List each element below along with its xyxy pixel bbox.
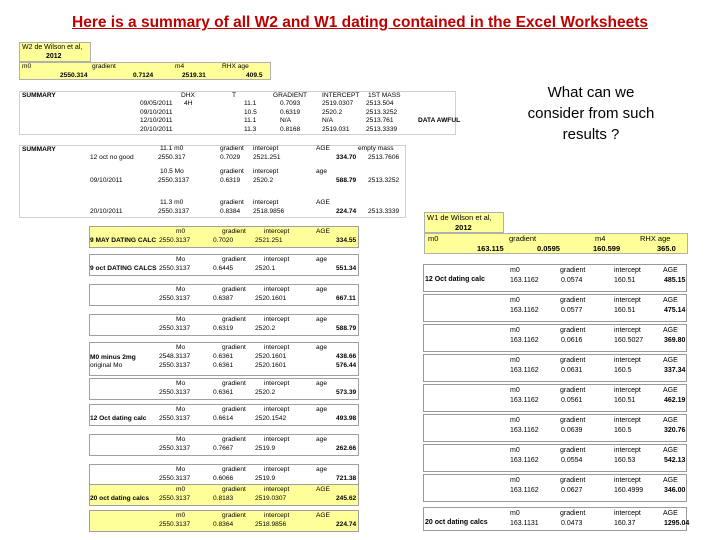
block-heading: Mo — [176, 436, 186, 443]
block-heading: Mo — [176, 406, 186, 413]
w1-value-m0: 163.115 — [477, 244, 504, 253]
block-heading: age — [316, 466, 328, 473]
summary-col-intercept: INTERCEPT — [322, 92, 360, 99]
block-value: 2550.3137 — [159, 389, 191, 396]
block-label: 20 oct dating calcs — [425, 519, 488, 526]
block-label: 20 oct dating calcs — [90, 495, 149, 502]
block-value: 2520.1601 — [255, 362, 287, 369]
summary-cell: 11.1 — [244, 100, 257, 107]
block-heading: gradient — [222, 286, 246, 293]
dating-calc-block — [423, 474, 687, 502]
block-value: 163.1162 — [510, 427, 539, 434]
block-heading: intercept — [614, 447, 641, 454]
block-heading: intercept — [614, 327, 641, 334]
block-heading: AGE — [663, 510, 678, 517]
block-value: 493.98 — [336, 415, 357, 422]
block-value: 573.39 — [336, 389, 357, 396]
block-value: 462.19 — [664, 397, 686, 404]
summary2-heading: gradient — [220, 145, 244, 152]
summary2-value: 12 oct no good — [90, 154, 134, 161]
block-value: 667.11 — [336, 295, 356, 302]
block-heading: age — [316, 380, 328, 387]
block-heading: age — [316, 344, 328, 351]
block-heading: intercept — [264, 406, 290, 413]
block-heading: intercept — [614, 510, 641, 517]
block-value: 369.80 — [664, 337, 686, 344]
question-line: What can we — [547, 84, 635, 101]
w2-label-rhx-age: RHX age — [222, 63, 249, 70]
summary2-heading: gradient — [220, 199, 244, 206]
block-value: 160.37 — [614, 520, 636, 527]
block-value: 0.7020 — [213, 237, 234, 244]
summary-cell: 2519.0307 — [322, 100, 354, 107]
block-value: 2520.1542 — [255, 415, 287, 422]
block-heading: Mo — [176, 256, 186, 263]
block-value: 0.6445 — [213, 265, 234, 272]
summary-cell: N/A — [280, 117, 291, 124]
block-value: 163.1162 — [510, 487, 539, 494]
dating-calc-block — [423, 294, 687, 322]
block-value: 0.0616 — [561, 337, 583, 344]
w1-header-title-line2: 2012 — [455, 223, 472, 232]
block-value: 334.55 — [336, 237, 357, 244]
block-value: 542.13 — [664, 457, 686, 464]
summary2-value: 2513.3252 — [368, 177, 400, 184]
block-value: 0.0639 — [561, 427, 583, 434]
dating-calc-block — [423, 354, 687, 382]
w2-header-title-line2: 2012 — [46, 53, 62, 60]
block-label: 12 Oct dating calc — [90, 415, 147, 422]
summary2-value: 2550.317 — [158, 154, 186, 161]
summary2-heading: intercept — [253, 145, 279, 152]
block-value: 0.6361 — [213, 353, 234, 360]
block-value: 160.4999 — [614, 487, 644, 494]
summary2-heading: intercept — [253, 199, 279, 206]
block-value: 475.14 — [664, 307, 686, 314]
page-title: Here is a summary of all W2 and W1 dating contained in the Excel Worksheets — [72, 14, 648, 31]
block-value: 0.0631 — [561, 367, 583, 374]
w1-value-gradient: 0.0595 — [537, 244, 560, 253]
block-label: M0 minus 2mg — [90, 354, 136, 361]
summary-col-first-mass: 1ST MASS — [368, 92, 401, 99]
summary2-value: 2518.9856 — [253, 208, 285, 215]
w1-label-rhx-age: RHX age — [640, 234, 671, 243]
block-value: 1295.04 — [664, 520, 690, 527]
block-value: 2550.3137 — [159, 415, 191, 422]
block-label: 9 oct DATING CALCS — [90, 265, 157, 272]
block-heading: gradient — [222, 316, 246, 323]
block-heading: intercept — [264, 228, 290, 235]
w2-value-rhx-age: 409.5 — [246, 72, 263, 79]
block-heading: intercept — [264, 316, 290, 323]
block-heading: gradient — [222, 512, 246, 519]
summary-label: SUMMARY — [22, 92, 56, 99]
block-value: 2521.251 — [255, 237, 283, 244]
summary-col-t: T — [232, 92, 237, 99]
summary-cell: 2513.761 — [366, 117, 394, 124]
block-value: 0.0574 — [561, 277, 583, 284]
summary-cell: 20/10/2011 — [140, 125, 173, 133]
block-heading: AGE — [663, 477, 678, 484]
block-heading: gradient — [222, 228, 246, 235]
block-heading: m0 — [510, 267, 520, 274]
block-value: 160.53 — [614, 457, 636, 464]
block-heading: m0 — [510, 510, 520, 517]
block-heading: age — [316, 316, 328, 323]
block-value: 0.6361 — [213, 362, 234, 369]
block-heading: intercept — [614, 297, 641, 304]
block-heading: intercept — [614, 267, 641, 274]
block-value: 163.1162 — [510, 307, 539, 314]
block-value: 160.5 — [614, 427, 632, 434]
block-value: 2520.1 — [255, 265, 276, 272]
dating-calc-block — [423, 444, 687, 472]
dating-calc-block — [423, 384, 687, 412]
block-heading: intercept — [264, 466, 290, 473]
block-heading: gradient — [222, 436, 246, 443]
block-value: 163.1162 — [510, 337, 539, 344]
block-heading: age — [316, 286, 328, 293]
block-value: 0.0577 — [561, 307, 583, 314]
block-value: 163.1162 — [510, 457, 539, 464]
block-heading: gradient — [560, 387, 586, 394]
block-value: 2548.3137 — [159, 353, 191, 360]
block-heading: intercept — [264, 512, 290, 519]
summary-cell: 0.8168 — [280, 125, 301, 133]
block-value: 160.51 — [614, 307, 636, 314]
w1-value-rhx-age: 365.0 — [657, 244, 676, 253]
block-heading: gradient — [222, 344, 246, 351]
summary2-heading: gradient — [220, 168, 244, 175]
summary-cell: 10.5 — [244, 108, 257, 116]
block-heading: Mo — [176, 344, 186, 351]
block-value: 2518.9856 — [255, 521, 287, 528]
block-value: 346.00 — [664, 487, 686, 494]
block-value: 2550.3137 — [159, 295, 191, 302]
summary-cell: 0.6319 — [280, 108, 301, 116]
block-heading: AGE — [663, 447, 678, 454]
summary-cell: 2513.3339 — [366, 125, 398, 133]
block-value: 2519.9 — [255, 475, 276, 482]
summary-cell: 11.3 — [244, 125, 257, 133]
question-line: results ? — [562, 126, 620, 143]
block-heading: m0 — [176, 228, 186, 235]
block-value: 2550.3137 — [159, 475, 191, 482]
block-heading: gradient — [560, 447, 586, 454]
w1-value-m4: 160.599 — [593, 244, 621, 253]
summary-cell: 11.1 — [244, 117, 257, 124]
block-heading: AGE — [663, 357, 678, 364]
block-heading: gradient — [560, 477, 586, 484]
block-heading: age — [316, 406, 328, 413]
block-heading: gradient — [560, 267, 586, 274]
block-value: 2520.2 — [255, 325, 276, 332]
block-heading: age — [316, 436, 328, 443]
w2-label-gradient: gradient — [92, 63, 116, 70]
block-heading: AGE — [316, 486, 330, 493]
block-heading: gradient — [222, 486, 246, 493]
block-value: 551.34 — [336, 265, 357, 272]
block-value: 721.38 — [336, 475, 357, 482]
block-value: 2520.2 — [255, 389, 276, 396]
block-heading: intercept — [614, 387, 641, 394]
block-value: 320.76 — [664, 427, 686, 434]
summary-cell: 2513.3252 — [366, 108, 398, 116]
block-label: 9 MAY DATING CALC — [90, 237, 157, 244]
summary2-value: 0.6319 — [220, 177, 241, 184]
block-heading: Mo — [176, 316, 186, 323]
summary-cell: 09/05/2011 — [140, 100, 173, 107]
question-text — [508, 82, 674, 145]
block-value: 163.1162 — [510, 277, 539, 284]
summary2-value: 09/10/2011 — [90, 177, 123, 184]
block-label-secondary: original Mo — [90, 362, 123, 369]
summary2-value: 2550.3137 — [158, 177, 190, 184]
summary2-heading: AGE — [316, 199, 330, 206]
block-value: 2520.1601 — [255, 295, 287, 302]
block-heading: gradient — [560, 357, 586, 364]
block-label: 12 Oct dating calc — [425, 276, 485, 283]
block-value: 163.1162 — [510, 367, 539, 374]
block-heading: m0 — [510, 447, 520, 454]
block-heading: m0 — [510, 327, 520, 334]
block-value: 163.1131 — [510, 520, 539, 527]
block-value: 0.0627 — [561, 487, 583, 494]
block-heading: intercept — [264, 380, 290, 387]
block-heading: m0 — [176, 512, 186, 519]
summary2-value: 20/10/2011 — [90, 208, 123, 215]
block-heading: intercept — [264, 286, 290, 293]
block-heading: gradient — [222, 256, 246, 263]
summary2-heading: age — [316, 168, 328, 175]
block-value: 438.66 — [336, 353, 357, 360]
block-heading: AGE — [663, 267, 678, 274]
block-heading: intercept — [264, 256, 290, 263]
block-heading: gradient — [560, 327, 586, 334]
block-heading: intercept — [614, 357, 641, 364]
block-heading: AGE — [663, 327, 678, 334]
block-heading: intercept — [264, 344, 290, 351]
dating-calc-block — [423, 324, 687, 352]
summary2-value: 334.70 — [336, 154, 357, 161]
w2-value-m4: 2519.31 — [182, 72, 206, 79]
summary-label: SUMMARY — [22, 146, 56, 153]
w1-header-title-box — [424, 212, 504, 233]
block-heading: intercept — [614, 477, 641, 484]
summary2-value: 2513.7606 — [368, 154, 400, 161]
summary2-value: 588.79 — [336, 177, 357, 184]
block-value: 0.8183 — [213, 495, 234, 502]
block-value: 2520.1601 — [255, 353, 287, 360]
w1-header-data — [424, 233, 688, 254]
block-value: 576.44 — [336, 362, 357, 369]
w2-value-m0: 2550.314 — [60, 72, 88, 79]
summary2-value: 0.8384 — [220, 208, 241, 215]
block-value: 2550.3137 — [159, 237, 191, 244]
summary2-value: 2521.251 — [253, 154, 281, 161]
block-heading: AGE — [316, 512, 330, 519]
block-heading: m0 — [510, 387, 520, 394]
block-value: 0.7667 — [213, 445, 234, 452]
block-heading: gradient — [560, 297, 586, 304]
block-value: 160.5 — [614, 367, 632, 374]
w2-label-m0: m0 — [22, 63, 32, 70]
block-heading: m0 — [510, 297, 520, 304]
block-value: 2519.0307 — [255, 495, 287, 502]
summary-cell: 2519.031 — [322, 125, 350, 133]
summary2-value: 2550.3137 — [158, 208, 190, 215]
block-value: 160.51 — [614, 397, 636, 404]
block-value: 224.74 — [336, 521, 357, 528]
block-heading: Mo — [176, 286, 186, 293]
dating-calc-block — [423, 414, 687, 442]
question-line: consider from such — [527, 105, 655, 122]
summary2-value: 0.7029 — [220, 154, 241, 161]
summary2-heading: AGE — [316, 145, 330, 152]
w2-label-m4: m4 — [175, 63, 185, 70]
summary2-heading: empty mass — [358, 145, 394, 152]
block-heading: AGE — [316, 228, 330, 235]
block-value: 2550.3137 — [159, 495, 191, 502]
summary-cell: 12/10/2011 — [140, 117, 173, 124]
block-value: 245.62 — [336, 495, 357, 502]
summary-cell: 09/10/2011 — [140, 108, 173, 116]
block-value: 2550.3137 — [159, 325, 191, 332]
block-heading: m0 — [510, 477, 520, 484]
summary-cell: DATA AWFUL — [418, 117, 461, 124]
w2-header-data — [19, 62, 271, 80]
w2-header-title-box — [19, 42, 91, 62]
w2-header-title-line1: W2 de Wilson et al, — [22, 44, 83, 51]
w1-header-title-line1: W1 de Wilson et al, — [427, 213, 492, 222]
block-value: 2519.9 — [255, 445, 276, 452]
summary-cell: N/A — [322, 117, 333, 124]
block-heading: Mo — [176, 466, 186, 473]
block-value: 485.15 — [664, 277, 686, 284]
summary2-heading: 10.5 Mo — [160, 168, 184, 175]
block-value: 2550.3137 — [159, 362, 191, 369]
block-value: 0.0561 — [561, 397, 583, 404]
w1-label-gradient: gradient — [509, 234, 537, 243]
block-heading: age — [316, 256, 328, 263]
block-heading: gradient — [560, 417, 586, 424]
w2-value-gradient: 0.7124 — [133, 72, 154, 79]
block-value: 337.34 — [664, 367, 686, 374]
w1-label-m4: m4 — [595, 234, 606, 243]
block-heading: m0 — [176, 486, 186, 493]
block-heading: AGE — [663, 417, 678, 424]
block-heading: intercept — [264, 436, 290, 443]
block-value: 2550.3137 — [159, 445, 191, 452]
block-value: 0.0554 — [561, 457, 583, 464]
block-value: 2550.3137 — [159, 265, 191, 272]
summary-cell: 2520.2 — [322, 108, 343, 116]
block-heading: Mo — [176, 380, 186, 387]
block-value: 0.6614 — [213, 415, 234, 422]
summary-cell: 4H — [184, 100, 193, 107]
summary2-value: 2520.2 — [253, 177, 274, 184]
block-value: 588.79 — [336, 325, 357, 332]
block-value: 0.8364 — [213, 521, 234, 528]
block-heading: AGE — [663, 297, 678, 304]
summary2-heading: intercept — [253, 168, 279, 175]
block-value: 0.6387 — [213, 295, 234, 302]
block-value: 0.0473 — [561, 520, 583, 527]
block-value: 262.66 — [336, 445, 357, 452]
block-value: 0.6066 — [213, 475, 234, 482]
w1-label-m0: m0 — [428, 234, 439, 243]
block-value: 2550.3137 — [159, 521, 191, 528]
block-value: 160.51 — [614, 277, 636, 284]
summary-cell: 2513.504 — [366, 100, 394, 107]
summary2-value: 224.74 — [336, 208, 357, 215]
block-heading: gradient — [560, 510, 586, 517]
block-value: 163.1162 — [510, 397, 539, 404]
block-heading: gradient — [222, 380, 246, 387]
summary-cell: 0.7093 — [280, 100, 301, 107]
block-heading: gradient — [222, 406, 246, 413]
summary2-value: 2513.3339 — [368, 208, 400, 215]
block-heading: intercept — [264, 486, 290, 493]
block-heading: m0 — [510, 357, 520, 364]
block-heading: AGE — [663, 387, 678, 394]
summary2-heading: 11.1 m0 — [160, 145, 184, 152]
summary-col-dhx: DHX — [181, 92, 195, 99]
block-heading: intercept — [614, 417, 641, 424]
summary2-heading: 11.3 m0 — [160, 199, 184, 206]
summary-col-gradient: GRADIENT — [273, 92, 308, 99]
block-value: 0.6361 — [213, 389, 234, 396]
block-heading: m0 — [510, 417, 520, 424]
block-value: 0.6319 — [213, 325, 234, 332]
block-heading: gradient — [222, 466, 246, 473]
block-value: 160.5027 — [614, 337, 644, 344]
